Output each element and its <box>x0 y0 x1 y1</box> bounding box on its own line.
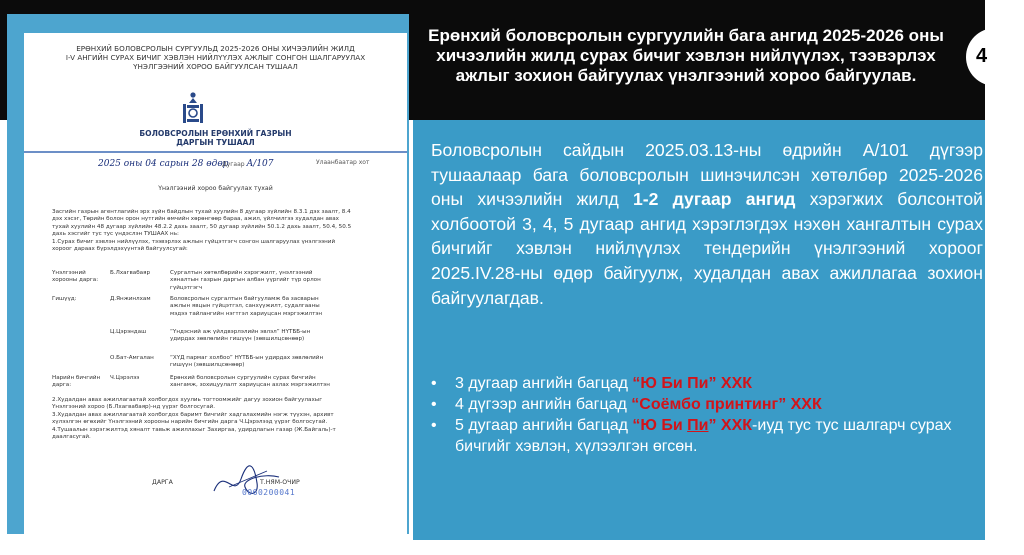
organization-name <box>24 129 407 147</box>
committee-member-name: Ч.Цэрэлээ <box>110 375 140 381</box>
decree-number <box>222 159 274 169</box>
decree-paragraph: 3.Худалдан авах ажиллагаатай холбогдох баримт бичгийг хадгалахмийн нэгж түүхэн, архивт хүлээлгэн өгөхийг Үнэлгээний хорооны нарийн бичгийн дарга Ч.Цэрэлээд үүрэг болгосугай. <box>52 411 334 426</box>
handwritten-date: 2025 оны 04 сарын 28 өдөр <box>98 159 229 169</box>
decree-city: Улаанбаатар хот <box>316 159 370 166</box>
list-item <box>431 415 991 457</box>
committee-member-position: Сургалтын хөтөлбөрийн хэрэгжилт, үнэлгээний хяналтын газрын даргын албан үүргийг түр орлон гүйцэтгэгч <box>170 270 321 291</box>
company-name-underlined: Пи <box>687 417 709 434</box>
committee-role: Үнэлгээний хорооны дарга: <box>52 270 99 284</box>
list-item <box>431 394 991 415</box>
registration-stamp: 0060200041 <box>242 488 296 497</box>
document-frame <box>7 14 409 534</box>
bullet-suffix: -иуд тус тус шалгарч сурах бичгийг хэвлэн, хүлээлгэн өгсөн. <box>455 417 952 455</box>
main-paragraph <box>431 138 983 310</box>
bullet-prefix: 5 дугаар ангийн багцад <box>455 417 633 434</box>
signatory-name: Т.НЯМ-ОЧИР <box>260 479 300 486</box>
committee-member-position: Боловсролын сургалтын байгууламж ба засварын ажлын явцын гүйцэтгэл, санхүүжилт, судалгааны мэдээ тайлангийн нэгтгэл хариуцсан мэргэжилтэн <box>170 296 323 317</box>
committee-role: Нарийн бичгийн дарга: <box>52 375 101 389</box>
main-paragraph-part1: Боловсролын сайдын 2025.03.13-ны өдрийн А/101 дүгээр тушаалаар бага боловсролын шинэчилсэн хөтөлбөр 2025-2026 оны хичээлийн жилд <box>431 140 983 210</box>
decree-paragraph: 2.Худалдан авах ажиллагаатай холбогдох хуулиь тогтоомжийг дагуу зохион байгуулахыг Үнэлгээний хороо (Б.Лхагвабаяр)-нд үүрэг болгосугай. <box>52 397 323 411</box>
committee-member-name: Ц.Цэрэндаш <box>110 329 147 335</box>
document-heading-line: I-V АНГИЙН СУРАХ БИЧИГ ХЭВЛЭН НИЙЛҮҮЛЭХ АЖЛЫГ СОНГОН ШАЛГАРУУЛАХ <box>65 53 366 62</box>
decree-paragraphs <box>52 209 352 253</box>
organization-line: ДАРГЫН ТУШААЛ <box>176 138 255 147</box>
company-list <box>431 373 991 457</box>
committee-member-name: О.Бат-Амгалан <box>110 355 154 361</box>
company-name: “Ю Би Пи” ХХК <box>632 375 753 392</box>
committee-member-name: Д.Янжинлхам <box>110 296 151 302</box>
page-number: 4 <box>976 45 988 67</box>
committee-member-name: Б.Лхагвабаяр <box>110 270 151 276</box>
list-item <box>431 373 991 394</box>
decree-subject: Үнэлгээний хороо байгуулах тухай <box>158 185 273 192</box>
page-number-badge <box>966 28 1024 86</box>
signatory-title: ДАРГА <box>152 479 173 486</box>
decree-paragraphs <box>52 397 352 441</box>
document-heading-line: ҮНЭЛГЭЭНИЙ ХОРОО БАЙГУУЛСАН ТУШААЛ <box>133 62 298 71</box>
main-paragraph-bold: 1-2 дугаар ангид <box>633 189 796 210</box>
company-name: “Соёмбо принтинг” ХХК <box>631 396 822 413</box>
committee-role: Гишүүд: <box>52 296 77 302</box>
decree-date <box>98 159 229 169</box>
company-name-start: “Ю Би <box>632 417 688 434</box>
committee-member-position: “ХҮД пармаг холбоо” НҮТББ-ын удирдах зөвлөлийн гишүүн (зөвшилцсөнөөр) <box>170 355 324 369</box>
company-name-end: ” ХХК <box>708 417 753 434</box>
document-heading <box>24 44 407 71</box>
document-heading-line: ЕРӨНХИЙ БОЛОВСРОЛЫН СУРГУУЛЬД 2025-2026 ОНЫ ХИЧЭЭЛИЙН ЖИЛД <box>76 44 355 53</box>
decree-paragraph: 1.Сурах бичиг хэвлэн нийлүүлэх, тээвэрлэх ажлын гүйцэтгэгч сонгон шалгаруулах үнэлгээний хороог дараах бүрэлдэхүүнтэй байгуулсугай: <box>52 238 336 253</box>
handwritten-number: А/107 <box>246 159 274 169</box>
decree-paragraph: 4.Тушаалын хэрэгжилтэд хяналт тавьж ажиллахыг Захиргаа, удирдлагын газар (Ж.Байгаль)-т даалгасугай. <box>52 426 336 441</box>
decree-paragraph: Засгийн газрын агентлагийн эрх зүйн байдлын тухай хуулийн 8 дугаар зүйлийн 8.3.1 дэх заалт, 8.4 дэх хэсэг, Төрийн болон орон нутгийн өмчийн хөрөнгөөр бараа, ажил, үйлчилгээ худалдан авах тухай хуулийн 48 дугаар зүйлийн 48.2.2 дахь заалт, 50 дугаар зүйлийн 50.1.2 дахь заалт, 50.4, 50.5 дахь хэсгийг тус тус үндэслэн ТУШААХ нь: <box>52 209 352 238</box>
committee-member-position: “Үндэсний аж үйлдвэрлэлийн эвлэл” НҮТББ-ын удирдах зөвлөлийн гишүүн (зөвшилцсөнөөр) <box>170 329 311 343</box>
committee-member-position: Ерөнхий боловсролын сургуулийн сурах бичгийн хангамж, зохицуулалт хариуцсан ахлах мэргэжилтэн <box>170 375 330 389</box>
main-paragraph-part2: хэрэгжих болсонтой холбоотой 3, 4, 5 дугаар ангид хэрэглэгдэх нэхөн хангалтын сурах бичгийг хэвлэн нийлүүлэх тендерийн үнэлгээний хороог 2025.IV.28-ны өдөр байгуулж, худалдан авах ажиллагаа зохион байгуулагдав. <box>431 189 983 308</box>
bullet-prefix: 3 дугаар ангийн багцад <box>455 375 633 392</box>
number-label: Дугаар <box>222 161 245 168</box>
company-name <box>632 417 752 434</box>
decree-document <box>24 33 407 543</box>
soyombo-emblem-icon <box>180 91 206 125</box>
bullet-prefix: 4 дүгээр ангийн багцад <box>455 396 632 413</box>
header-divider <box>24 151 407 153</box>
organization-line: БОЛОВСРОЛЫН ЕРӨНХИЙ ГАЗРЫН <box>139 129 292 138</box>
slide-title: Ерөнхий боловсролын сургуулийн бага ангид 2025-2026 оны хичээлийн жилд сурах бичиг хэвлэн нийлүүлэх, тээвэрлэх ажлыг зохион байгуулах үнэлгээний хороо байгуулав. <box>428 26 944 85</box>
